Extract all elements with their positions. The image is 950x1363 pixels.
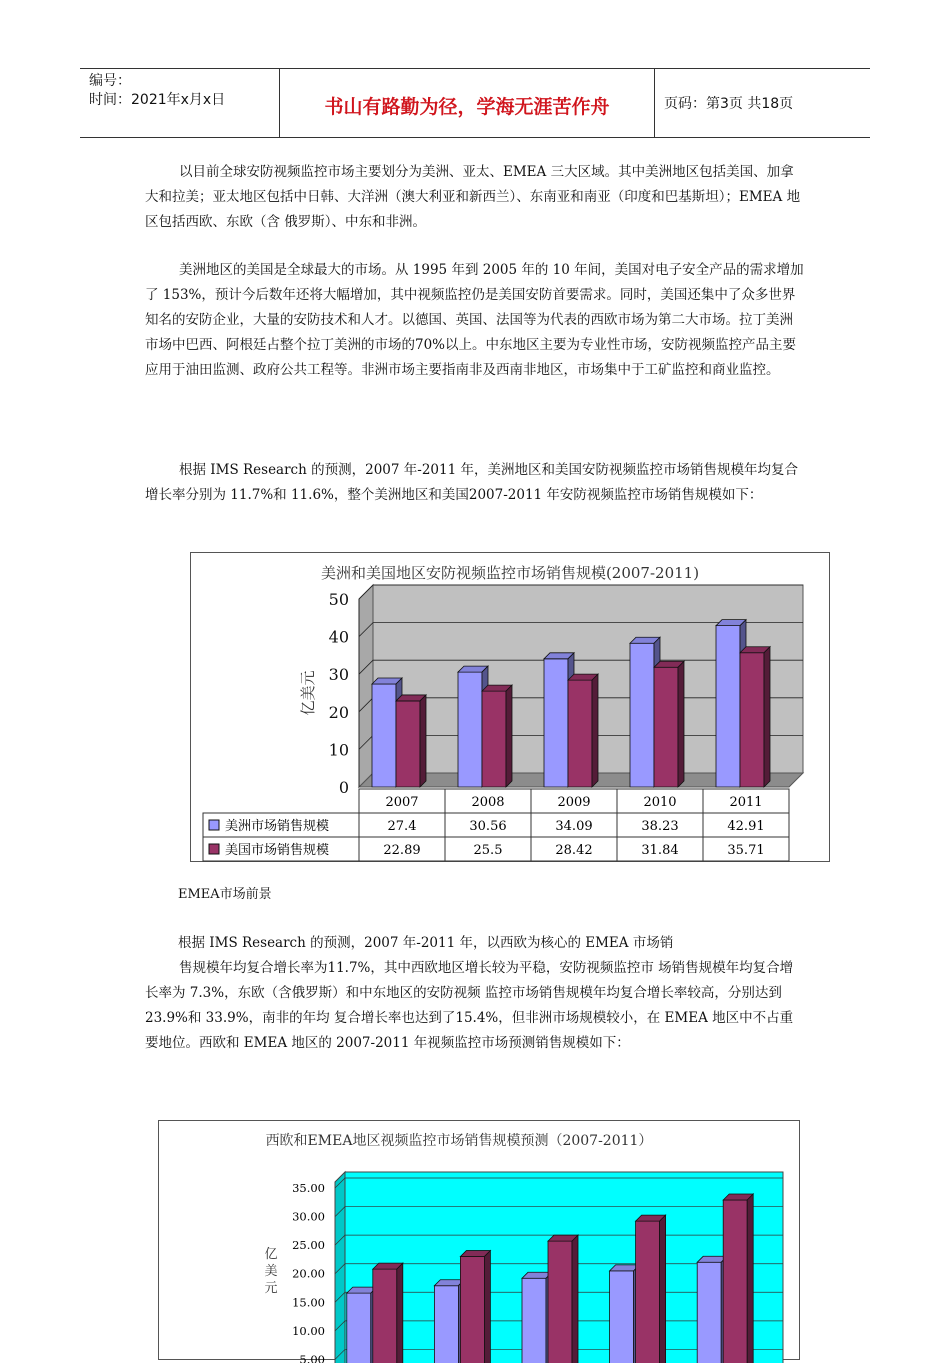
bar-2011-s1 <box>723 1194 753 1363</box>
chart-americas <box>190 552 830 862</box>
y-tick-label: 0 <box>338 778 349 797</box>
data-label: 34.09 <box>555 819 593 834</box>
bar-2009-s0 <box>522 1272 552 1363</box>
paragraph-regions: 以目前全球安防视频监控市场主要划分为美洲、亚太、EMEA 三大区域。其中美洲地区包括美国、加拿大和拉美；亚太地区包括中日韩、大洋洲（澳大利亚和新西兰）、东南亚和南亚（印度和巴基斯坦）；EMEA 地区包括西欧、东欧（含 俄罗斯）、中东和非洲。 <box>145 164 801 230</box>
paragraph-emea: 售规模年均复合增长率为11.7%，其中西欧地区增长较为平稳，安防视频监控市 场销售规模年均复合增长率为 7.3%，东欧（含俄罗斯）和中东地区的安防视频 监控市场销售规模年均复合增长率较高，分别达到 23.9%和 33.9%，南非的年均 复合增长率也达到了15.4%，但非洲市场规模较小，在 EMEA 地区中不占重要地位。西欧和 EMEA 地区的 2007-2011 年视频监控市场预测销售规模如下： <box>145 960 794 1051</box>
y-axis-label: 亿美元 <box>299 670 317 716</box>
paragraph-ims-forecast: 根据 IMS Research 的预测，2007 年-2011 年，美洲地区和美国安防视频监控市场销售规模年均复合增长率分别为 11.7%和 11.6%，整个美洲地区和美国2007-2011 年安防视频监控市场销售规模如下： <box>145 462 798 503</box>
paragraph-americas: 美洲地区的美国是全球最大的市场。从 1995 年到 2005 年的 10 年间，美国对电子安全产品的需求增加了 153%，预计今后数年还将大幅增加，其中视频监控仍是美国安防首要需求。同时，美国还集中了众多世界知名的安防企业，大量的安防技术和人才。以德国、英国、法国等为代表的西欧市场为第二大市场。拉丁美洲市场中巴西、阿根廷占整个拉丁美洲的市场的70%以上。中东地区主要为专业性市场，安防视频监控产品主要应用于油田监测、政府公共工程等。非洲市场主要指南非及西南非地区，市场集中于工矿监控和商业监控。 <box>145 262 804 378</box>
page-header <box>80 68 870 138</box>
y-axis-label-char: 美 <box>264 1264 278 1279</box>
header-motto: 书山有路勤为径，学海无涯苦作舟 <box>280 69 655 137</box>
y-tick-label: 10.00 <box>292 1323 325 1338</box>
bar-2008-s1 <box>482 685 512 787</box>
y-tick-label: 40 <box>328 627 349 647</box>
y-tick-label: 20 <box>328 702 349 722</box>
y-tick-label: 20.00 <box>292 1266 325 1281</box>
legend-label: 美国市场销售规模 <box>225 843 330 858</box>
header-meta <box>80 69 280 137</box>
bar-2009-s1 <box>568 674 598 787</box>
data-label: 27.4 <box>387 819 417 834</box>
bar-2008-s0 <box>434 1280 464 1363</box>
plot-side-wall <box>359 585 373 787</box>
chart-americas-svg <box>191 553 829 861</box>
page-number: 页码：第3页 共18页 <box>664 96 794 112</box>
paragraph-emea-line1: 根据 IMS Research 的预测，2007 年-2011 年，以西欧为核心的 EMEA 市场销 <box>178 935 674 951</box>
document-time: 时间：2021年x月x日 <box>89 92 226 108</box>
legend-swatch <box>209 844 219 854</box>
plot-side-wall <box>335 1172 345 1363</box>
legend-swatch <box>209 820 219 830</box>
y-tick-label: 25.00 <box>292 1238 325 1253</box>
data-label: 31.84 <box>641 843 679 858</box>
data-label: 30.56 <box>469 819 507 834</box>
y-tick-label: 10 <box>328 740 349 760</box>
bar-2010-s1 <box>636 1215 666 1363</box>
data-label: 22.89 <box>383 843 421 858</box>
y-tick-label: 30.00 <box>292 1209 325 1224</box>
data-label: 28.42 <box>555 843 593 858</box>
y-axis-label-char: 亿 <box>264 1247 278 1262</box>
bar-2011-s1 <box>740 647 770 787</box>
x-tick-label: 2007 <box>385 795 419 810</box>
document-number: 编号： <box>89 73 131 89</box>
bar-2008-s1 <box>460 1251 490 1363</box>
bar-2010-s0 <box>610 1265 640 1363</box>
legend-label: 美洲市场销售规模 <box>225 819 330 834</box>
x-tick-label: 2009 <box>557 795 591 810</box>
x-tick-label: 2011 <box>729 795 763 810</box>
y-tick-label: 30 <box>328 665 349 685</box>
data-label: 38.23 <box>641 819 679 834</box>
chart-title: 美洲和美国地区安防视频监控市场销售规模(2007-2011) <box>320 564 700 582</box>
bar-2007-s1 <box>373 1263 403 1363</box>
bar-2007-s0 <box>347 1287 377 1363</box>
data-label: 35.71 <box>727 843 765 858</box>
y-tick-label: 5.00 <box>299 1352 325 1363</box>
data-label: 42.91 <box>727 819 765 834</box>
bar-2007-s1 <box>396 695 426 787</box>
chart-title: 西欧和EMEA地区视频监控市场销售规模预测（2007-2011） <box>265 1133 653 1149</box>
y-tick-label: 15.00 <box>292 1295 325 1310</box>
x-tick-label: 2010 <box>643 795 677 810</box>
data-label: 25.5 <box>473 843 503 858</box>
section-heading-emea: EMEA市场前景 <box>178 887 272 902</box>
y-tick-label: 35.00 <box>292 1181 325 1195</box>
y-tick-label: 50 <box>328 590 349 609</box>
chart-emea-svg <box>159 1121 799 1363</box>
bar-2009-s1 <box>548 1235 578 1363</box>
y-axis-label-char: 元 <box>264 1281 278 1296</box>
chart-emea <box>158 1120 800 1363</box>
x-tick-label: 2008 <box>471 795 505 810</box>
bar-2011-s0 <box>697 1256 727 1363</box>
bar-2010-s1 <box>654 661 684 787</box>
